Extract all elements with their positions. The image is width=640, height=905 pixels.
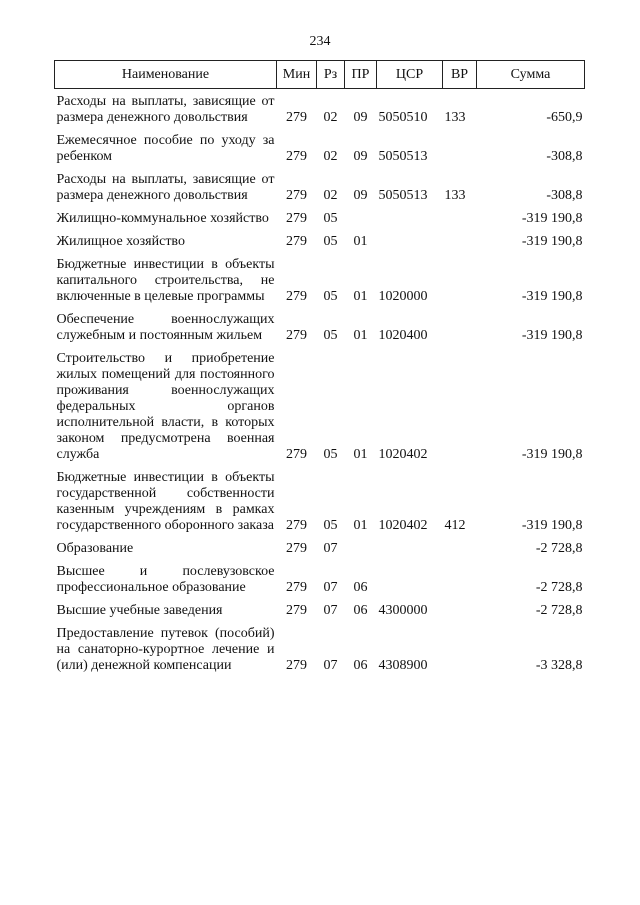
cell-vr: [443, 229, 477, 252]
cell-name: Предоставление путевок (пособий) на санаторно-курортное лечение и (или) денежной компенсации: [56, 626, 275, 673]
cell-pr: 01: [353, 234, 368, 249]
cell-pr: [345, 206, 377, 229]
cell-min: 279: [286, 447, 307, 462]
cell-csr: 5050513: [378, 188, 428, 203]
cell-pr: 06: [353, 658, 368, 673]
cell-sum: -308,8: [546, 149, 583, 164]
cell-vr: [443, 598, 477, 621]
cell-pr: [345, 536, 377, 559]
cell-csr: 4300000: [378, 603, 428, 618]
cell-min: 279: [286, 603, 307, 618]
cell-vr: [443, 536, 477, 559]
cell-sum: -319 190,8: [521, 289, 583, 304]
header-vr: ВР: [443, 61, 477, 89]
cell-csr: 1020402: [378, 518, 428, 533]
header-min: Мин: [277, 61, 317, 89]
table-header-row: [55, 61, 585, 89]
cell-pr: 01: [353, 289, 368, 304]
cell-vr: [443, 559, 477, 598]
cell-min: 279: [286, 289, 307, 304]
header-sum: Сумма: [477, 61, 585, 89]
cell-pr: 01: [353, 447, 368, 462]
page-number: 234: [309, 34, 331, 49]
cell-csr: 1020400: [378, 328, 428, 343]
cell-sum: -2 728,8: [535, 580, 583, 595]
cell-sum: -319 190,8: [521, 211, 583, 226]
cell-name: Жилищно-коммунальное хозяйство: [56, 211, 269, 226]
header-pr: ПР: [345, 61, 377, 89]
cell-csr: [377, 559, 443, 598]
table-body: [55, 89, 585, 677]
cell-csr: 5050510: [378, 110, 428, 125]
table-row: [55, 346, 585, 465]
cell-pr: 06: [353, 580, 368, 595]
cell-rz: 05: [323, 328, 338, 343]
cell-rz: 07: [323, 580, 338, 595]
cell-csr: 1020402: [378, 447, 428, 462]
cell-name: Расходы на выплаты, зависящие от размера денежного довольствия: [56, 172, 275, 203]
cell-rz: 05: [323, 447, 338, 462]
cell-rz: 05: [323, 518, 338, 533]
cell-name: Бюджетные инвестиции в объекты капитального строительства, не включенные в целевые программы: [56, 257, 275, 304]
cell-rz: 05: [323, 289, 338, 304]
cell-csr: 1020000: [378, 289, 428, 304]
cell-name: Обеспечение военнослужащих служебным и постоянным жильем: [56, 312, 275, 343]
cell-sum: -319 190,8: [521, 447, 583, 462]
table-row: [55, 536, 585, 559]
cell-min: 279: [286, 234, 307, 249]
cell-pr: 01: [353, 518, 368, 533]
header-rz: Рз: [317, 61, 345, 89]
table-row: [55, 598, 585, 621]
cell-vr: 133: [444, 110, 466, 125]
cell-min: 279: [286, 328, 307, 343]
cell-min: 279: [286, 518, 307, 533]
cell-pr: 09: [353, 188, 368, 203]
table-row: [55, 621, 585, 676]
cell-pr: 06: [353, 603, 368, 618]
table-row: [55, 167, 585, 206]
cell-min: 279: [286, 188, 307, 203]
cell-min: 279: [286, 110, 307, 125]
cell-vr: [443, 252, 477, 307]
table-row: [55, 252, 585, 307]
cell-sum: -2 728,8: [535, 541, 583, 556]
cell-rz: 05: [323, 234, 338, 249]
cell-rz: 05: [323, 211, 338, 226]
cell-vr: [443, 346, 477, 465]
cell-sum: -319 190,8: [521, 328, 583, 343]
cell-pr: 09: [353, 149, 368, 164]
cell-vr: [443, 206, 477, 229]
table-row: [55, 229, 585, 252]
cell-min: 279: [286, 658, 307, 673]
cell-csr: 4308900: [378, 658, 428, 673]
cell-vr: 412: [444, 518, 466, 533]
table-row: [55, 89, 585, 129]
cell-name: Высшее и послевузовское профессиональное образование: [56, 564, 275, 595]
cell-rz: 02: [323, 110, 338, 125]
table-row: [55, 206, 585, 229]
table-row: [55, 465, 585, 536]
cell-vr: [443, 307, 477, 346]
cell-sum: -319 190,8: [521, 234, 583, 249]
cell-sum: -2 728,8: [535, 603, 583, 618]
cell-name: Жилищное хозяйство: [56, 234, 185, 249]
cell-rz: 02: [323, 149, 338, 164]
cell-vr: [443, 128, 477, 167]
cell-sum: -319 190,8: [521, 518, 583, 533]
cell-rz: 07: [323, 541, 338, 556]
cell-csr: [377, 229, 443, 252]
cell-csr: [377, 536, 443, 559]
cell-min: 279: [286, 149, 307, 164]
cell-rz: 07: [323, 658, 338, 673]
cell-vr: [443, 621, 477, 676]
cell-min: 279: [286, 580, 307, 595]
cell-sum: -650,9: [546, 110, 583, 125]
header-name: Наименование: [55, 61, 277, 89]
cell-sum: -3 328,8: [535, 658, 583, 673]
cell-name: Расходы на выплаты, зависящие от размера денежного довольствия: [56, 94, 275, 125]
cell-pr: 01: [353, 328, 368, 343]
table-row: [55, 559, 585, 598]
cell-vr: 133: [444, 188, 466, 203]
cell-rz: 02: [323, 188, 338, 203]
table-row: [55, 128, 585, 167]
header-csr: ЦСР: [377, 61, 443, 89]
table-row: [55, 307, 585, 346]
cell-name: Высшие учебные заведения: [56, 603, 223, 618]
cell-csr: [377, 206, 443, 229]
cell-name: Бюджетные инвестиции в объекты государственной собственности казенным учреждениям в рамках государственного оборонного заказа: [56, 470, 275, 533]
cell-pr: 09: [353, 110, 368, 125]
cell-csr: 5050513: [378, 149, 428, 164]
cell-min: 279: [286, 211, 307, 226]
cell-name: Образование: [56, 541, 134, 556]
cell-sum: -308,8: [546, 188, 583, 203]
cell-rz: 07: [323, 603, 338, 618]
cell-min: 279: [286, 541, 307, 556]
cell-name: Строительство и приобретение жилых помещений для постоянного проживания военнослужащих федеральных органов исполнительной власти, в которых законом предусмотрена военная служба: [56, 351, 275, 462]
budget-table: [54, 60, 585, 676]
cell-name: Ежемесячное пособие по уходу за ребенком: [56, 133, 275, 164]
